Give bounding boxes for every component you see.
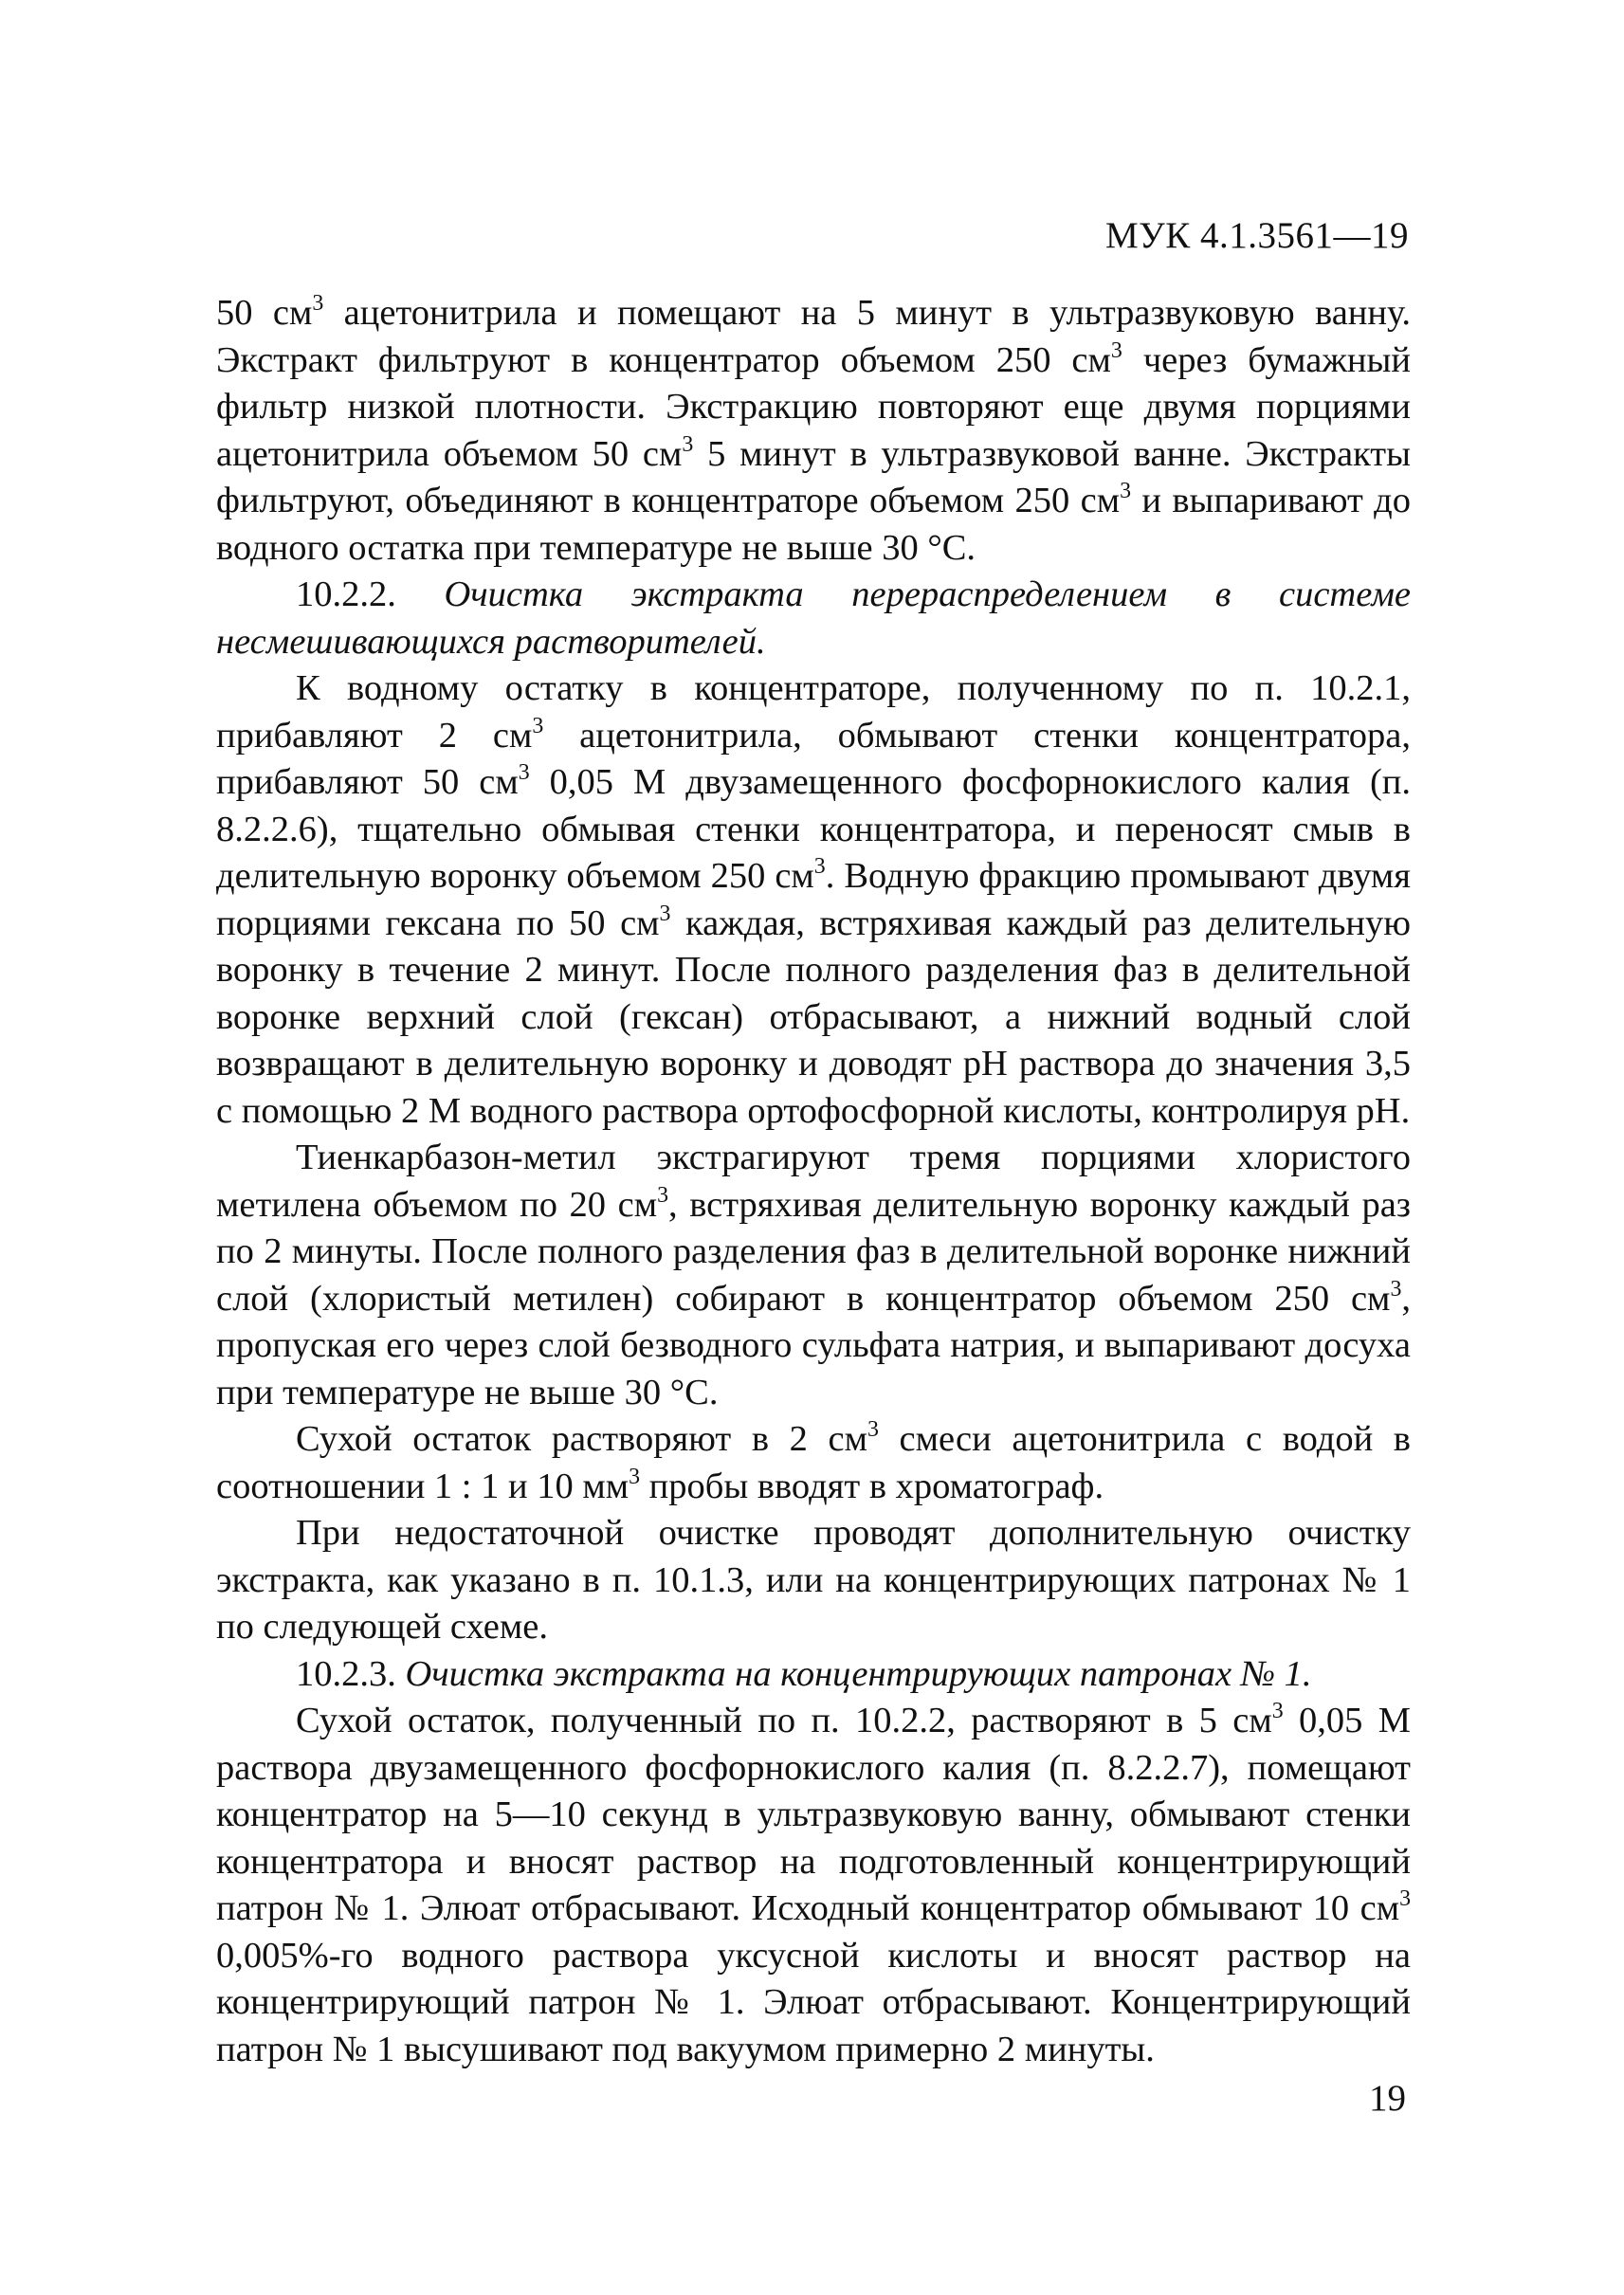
superscript: 3 [1120, 479, 1132, 504]
text-segment: смеси ацетонитрила с водой в соотношении 1 : 1 и 10 мм [216, 1419, 1411, 1506]
paragraph-p4 [216, 1135, 1411, 1416]
text-segment: 0,05 М раствора двузамещенного фосфорнокислого калия (п. 8.2.2.7), помещают концентратор на 5—10 секунд в ультразвуковую ванну, обмывают стенки концентратора и вносят раствор на подготовленный концентрирующий патрон № 1. Элюат отбрасывают. Исходный концентратор обмывают 10 см [216, 1701, 1411, 1928]
text-segment: 0,05 М двузамещенного фосфорнокислого калия (п. 8.2.2.6), тщательно обмывая стенки концентратора, и переносят смыв в делительную воронку объемом 250 см [216, 762, 1411, 896]
italic-heading-text: Очистка экстракта на концентрирующих патронах № 1. [405, 1653, 1312, 1694]
superscript: 3 [629, 1464, 641, 1489]
text-segment: 10.2.2. [296, 574, 445, 614]
text-segment: 0,005%-го водного раствора уксусной кислоты и вносят раствор на концентрирующий патрон № 1. Элюат отбрасывают. Концентрирующий патрон № 1 высушивают под вакуумом примерно 2 минуты. [216, 1935, 1411, 2069]
text-segment: . Водную фракцию промывают двумя порциями гексана по 50 см [216, 856, 1412, 943]
paragraph-p7 [216, 1651, 1411, 1699]
text-segment: При недостаточной очистке проводят дополнительную очистку экстракта, как указано в п. 10.1.3, или на концентрирующих патронах № 1 по следующей схеме. [216, 1513, 1411, 1647]
text-segment: , пропуская его через слой безводного сульфата натрия, и выпаривают досуха при температуре не выше 30 °С. [216, 1278, 1411, 1412]
superscript: 3 [1110, 337, 1122, 363]
paragraph-p8 [216, 1698, 1411, 2073]
paragraph-p5 [216, 1416, 1411, 1510]
text-segment: Сухой остаток растворяют в 2 см [296, 1419, 867, 1459]
text-segment: ацетонитрила и помещают на 5 минут в ультразвуковую ванну. Экстракт фильтруют в концентратор объемом 250 см [216, 293, 1412, 380]
superscript: 3 [659, 901, 671, 926]
superscript: 3 [1399, 1886, 1411, 1912]
paragraph-p3 [216, 665, 1411, 1135]
superscript: 3 [312, 291, 324, 317]
page-number: 19 [1369, 2078, 1406, 2119]
text-segment: 50 см [216, 293, 313, 333]
superscript: 3 [813, 854, 826, 880]
paragraph-p6 [216, 1510, 1411, 1651]
text-segment: , встряхивая делительную воронку каждый раз по 2 минуты. После полного разделения фаз в делительной воронке нижний слой (хлористый метилен) собирают в концентратор объемом 250 см [216, 1184, 1411, 1319]
superscript: 3 [518, 760, 530, 786]
superscript: 3 [1390, 1276, 1402, 1302]
italic-heading-text: Очистка экстракта перераспределением в системе несмешивающихся растворителей. [216, 574, 1412, 662]
superscript: 3 [657, 1182, 669, 1208]
superscript: 3 [682, 431, 694, 457]
text-segment: Тиенкарбазон-метил экстрагируют тремя порциями хлористого метилена объемом по 20 см [216, 1138, 1411, 1225]
paragraph-p1 [216, 290, 1411, 572]
text-segment: каждая, встряхивая каждый раз делительную воронку в течение 2 минут. После полного разделения фаз в делительной воронке верхний слой (гексан) отбрасывают, а нижний водный слой возвращают в делительную воронку и доводят рН раствора до значения 3,5 с помощью 2 М водного раствора ортофосфорной кислоты, контролируя рН. [216, 902, 1411, 1131]
text-segment: пробы вводят в хроматограф. [640, 1466, 1104, 1506]
paragraph-p2 [216, 572, 1411, 665]
superscript: 3 [867, 1417, 879, 1443]
text-segment: ацетонитрила, обмывают стенки концентратора, прибавляют 50 см [216, 715, 1411, 802]
text-segment: Сухой остаток, полученный по п. 10.2.2, растворяют в 5 см [296, 1701, 1272, 1740]
text-segment: К водному остатку в концентраторе, полученному по п. 10.2.1, прибавляют 2 см [216, 668, 1411, 756]
document-code-header: МУК 4.1.3561—19 [1104, 215, 1409, 256]
text-segment: 10.2.3. [296, 1653, 406, 1694]
superscript: 3 [532, 713, 544, 738]
text-segment: 5 минут в ультразвуковой ванне. Экстракты фильтруют, объединяют в концентраторе объемом 250 см [216, 433, 1411, 520]
text-segment: и выпаривают до водного остатка при температуре не выше 30 °С. [216, 481, 1412, 568]
document-body [216, 290, 1411, 2073]
superscript: 3 [1271, 1699, 1284, 1724]
text-segment: через бумажный фильтр низкой плотности. Экстракцию повторяют еще двумя порциями ацетонитрила объемом 50 см [216, 339, 1411, 474]
